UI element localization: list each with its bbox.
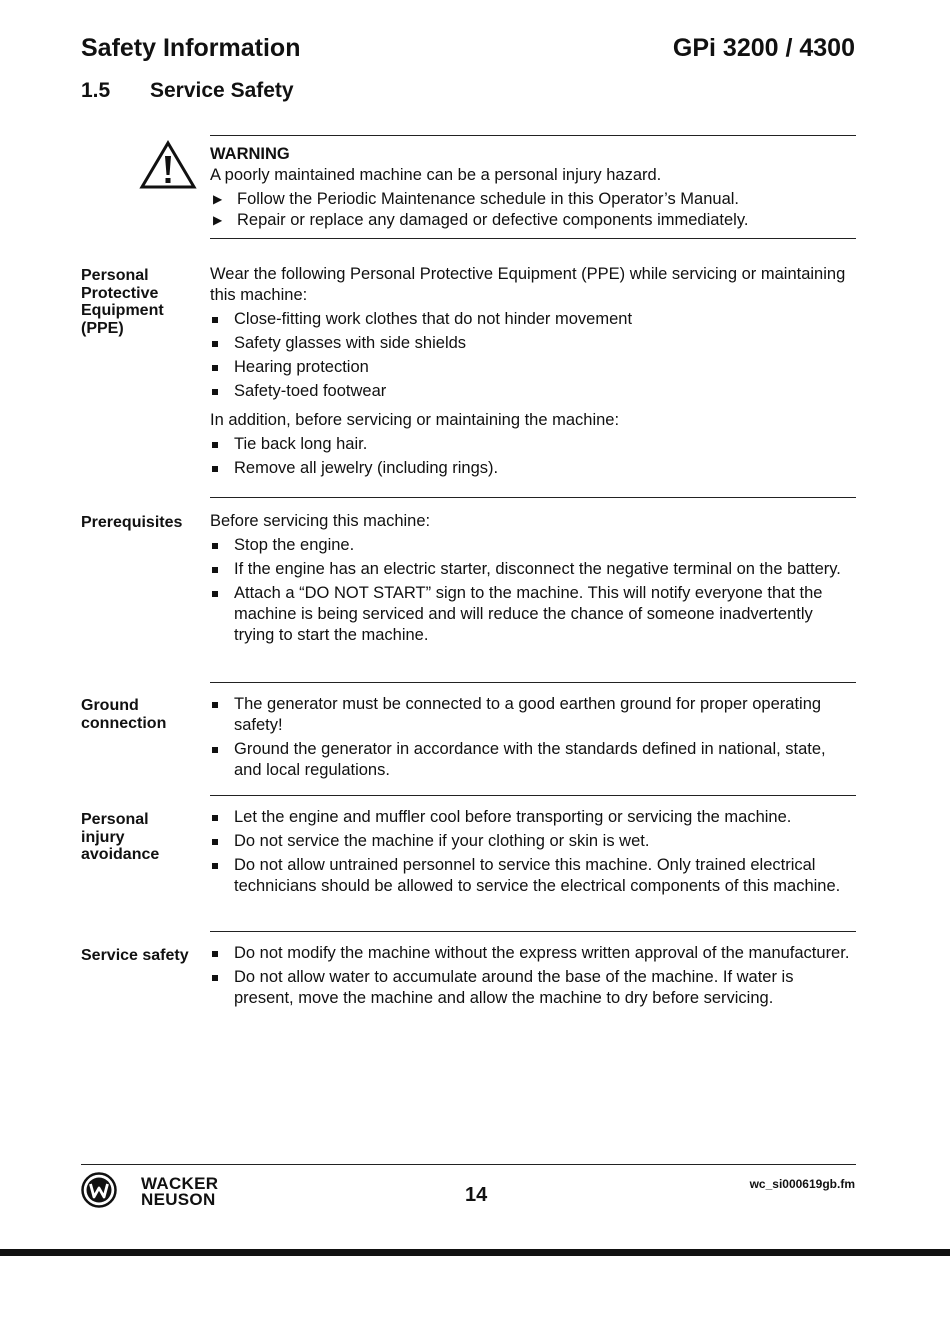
ppe-content bbox=[210, 264, 856, 482]
prerequisites-content bbox=[210, 511, 856, 649]
ground-label: Ground connection bbox=[81, 697, 167, 732]
list-item: Do not allow untrained personnel to service this machine. Only trained electrical technicians should be allowed to service the electrical components of this machine. bbox=[210, 855, 856, 897]
warning-text: A poorly maintained machine can be a personal injury hazard. bbox=[210, 166, 662, 184]
page-number: 14 bbox=[465, 1184, 488, 1206]
injury-list bbox=[210, 807, 856, 897]
divider bbox=[210, 497, 856, 498]
ppe-intro: Wear the following Personal Protective Equipment (PPE) while servicing or maintaining this machine: bbox=[210, 265, 846, 304]
list-item: The generator must be connected to a good earthen ground for proper operating safety! bbox=[210, 694, 856, 736]
list-item: Close-fitting work clothes that do not hinder movement bbox=[210, 309, 856, 330]
ground-content bbox=[210, 691, 856, 784]
ppe-label: Personal Protective Equipment (PPE) bbox=[81, 267, 164, 337]
triangle-bullet-icon: ▶ bbox=[213, 213, 223, 227]
list-item: Safety glasses with side shields bbox=[210, 333, 856, 354]
triangle-bullet-icon: ▶ bbox=[213, 192, 223, 206]
list-item: Do not modify the machine without the express written approval of the manufacturer. bbox=[210, 943, 856, 964]
header-model: GPi 3200 / 4300 bbox=[672, 34, 855, 62]
list-item: Tie back long hair. bbox=[210, 434, 856, 455]
list-item: Remove all jewelry (including rings). bbox=[210, 458, 856, 479]
ppe-list bbox=[210, 309, 856, 402]
injury-label: Personal injury avoidance bbox=[81, 811, 160, 863]
brand-line-1: WACKER bbox=[141, 1174, 219, 1193]
service-list bbox=[210, 943, 856, 1009]
ppe-list-2 bbox=[210, 434, 856, 479]
list-item: Do not allow water to accumulate around the base of the machine. If water is present, move the machine and allow the machine to dry before servicing. bbox=[210, 967, 856, 1009]
footer-divider bbox=[81, 1164, 856, 1165]
list-item: Let the engine and muffler cool before transporting or servicing the machine. bbox=[210, 807, 856, 828]
section-number: 1.5 bbox=[81, 79, 111, 102]
wacker-neuson-logo-icon bbox=[81, 1172, 117, 1208]
warning-block bbox=[210, 144, 856, 231]
list-item: Ground the generator in accordance with the standards defined in national, state, and local regulations. bbox=[210, 739, 856, 781]
file-name: wc_si000619gb.fm bbox=[749, 1177, 855, 1191]
ground-list bbox=[210, 694, 856, 781]
divider bbox=[210, 682, 856, 683]
list-item: Attach a “DO NOT START” sign to the machine. This will notify everyone that the machine is being serviced and will reduce the chance of someone inadvertently trying to start the machine. bbox=[210, 583, 856, 646]
divider bbox=[210, 931, 856, 932]
prerequisites-label: Prerequisites bbox=[81, 514, 183, 531]
list-item: Stop the engine. bbox=[210, 535, 856, 556]
divider bbox=[210, 238, 856, 239]
bottom-bar bbox=[0, 1249, 950, 1256]
warning-item bbox=[210, 189, 856, 210]
list-item: Do not service the machine if your clothing or skin is wet. bbox=[210, 831, 856, 852]
injury-content bbox=[210, 804, 856, 900]
header-title: Safety Information bbox=[81, 34, 301, 62]
service-label: Service safety bbox=[81, 947, 189, 964]
prerequisites-list bbox=[210, 535, 856, 646]
list-item: Hearing protection bbox=[210, 357, 856, 378]
prerequisites-intro: Before servicing this machine: bbox=[210, 512, 431, 530]
warning-triangle-icon bbox=[139, 140, 197, 190]
brand-name bbox=[141, 1176, 218, 1208]
warning-title: WARNING bbox=[210, 145, 290, 163]
list-item: Safety-toed footwear bbox=[210, 381, 856, 402]
warning-item-text: Repair or replace any damaged or defective components immediately. bbox=[237, 211, 749, 229]
service-content bbox=[210, 940, 856, 1012]
section-title: Service Safety bbox=[150, 79, 294, 102]
brand-line-2: NEUSON bbox=[141, 1190, 216, 1209]
warning-item bbox=[210, 210, 856, 231]
ppe-intro-2: In addition, before servicing or maintaining the machine: bbox=[210, 411, 620, 429]
divider bbox=[210, 795, 856, 796]
warning-item-text: Follow the Periodic Maintenance schedule in this Operator’s Manual. bbox=[237, 190, 739, 208]
list-item: If the engine has an electric starter, disconnect the negative terminal on the battery. bbox=[210, 559, 856, 580]
divider bbox=[210, 135, 856, 136]
